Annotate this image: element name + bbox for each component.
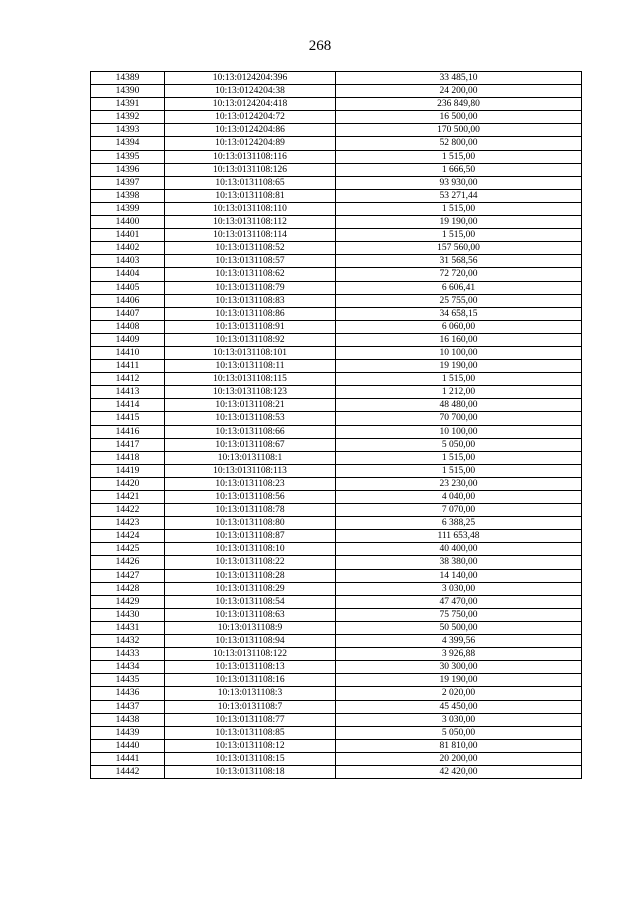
cadastral-number-cell: 10:13:0131108:22: [165, 556, 336, 569]
row-number-cell: 14405: [91, 281, 165, 294]
row-number-cell: 14417: [91, 438, 165, 451]
cadastral-number-cell: 10:13:0131108:18: [165, 765, 336, 778]
row-number-cell: 14390: [91, 85, 165, 98]
amount-cell: 4 399,56: [336, 635, 582, 648]
table-row: [91, 608, 582, 621]
table-row: [91, 621, 582, 634]
cadastral-number-cell: 10:13:0131108:1: [165, 451, 336, 464]
cadastral-number-cell: 10:13:0131108:79: [165, 281, 336, 294]
row-number-cell: 14422: [91, 504, 165, 517]
table-row: [91, 386, 582, 399]
row-number-cell: 14419: [91, 464, 165, 477]
amount-cell: 1 666,50: [336, 163, 582, 176]
amount-cell: 19 190,00: [336, 360, 582, 373]
cadastral-number-cell: 10:13:0131108:67: [165, 438, 336, 451]
cadastral-number-cell: 10:13:0131108:116: [165, 150, 336, 163]
cadastral-number-cell: 10:13:0131108:54: [165, 595, 336, 608]
table-row: [91, 595, 582, 608]
table-row: [91, 229, 582, 242]
amount-cell: 7 070,00: [336, 504, 582, 517]
table-row: [91, 464, 582, 477]
amount-cell: 50 500,00: [336, 621, 582, 634]
row-number-cell: 14433: [91, 648, 165, 661]
row-number-cell: 14400: [91, 216, 165, 229]
table-row: [91, 648, 582, 661]
amount-cell: 1 515,00: [336, 150, 582, 163]
cadastral-number-cell: 10:13:0131108:113: [165, 464, 336, 477]
row-number-cell: 14404: [91, 268, 165, 281]
cadastral-number-cell: 10:13:0131108:7: [165, 700, 336, 713]
row-number-cell: 14441: [91, 752, 165, 765]
row-number-cell: 14435: [91, 674, 165, 687]
table-row: [91, 333, 582, 346]
amount-cell: 3 926,88: [336, 648, 582, 661]
row-number-cell: 14408: [91, 320, 165, 333]
cadastral-number-cell: 10:13:0131108:9: [165, 621, 336, 634]
table-row: [91, 582, 582, 595]
row-number-cell: 14434: [91, 661, 165, 674]
page-number: 268: [308, 38, 332, 54]
cadastral-number-cell: 10:13:0131108:10: [165, 543, 336, 556]
table-row: [91, 255, 582, 268]
row-number-cell: 14430: [91, 608, 165, 621]
amount-cell: 33 485,10: [336, 72, 582, 85]
amount-cell: 30 300,00: [336, 661, 582, 674]
row-number-cell: 14409: [91, 333, 165, 346]
row-number-cell: 14411: [91, 360, 165, 373]
row-number-cell: 14414: [91, 399, 165, 412]
cadastral-number-cell: 10:13:0131108:53: [165, 412, 336, 425]
cadastral-number-cell: 10:13:0131108:11: [165, 360, 336, 373]
cadastral-number-cell: 10:13:0131108:56: [165, 491, 336, 504]
row-number-cell: 14424: [91, 530, 165, 543]
amount-cell: 52 800,00: [336, 137, 582, 150]
table-row: [91, 202, 582, 215]
table-row: [91, 399, 582, 412]
row-number-cell: 14391: [91, 98, 165, 111]
table-row: [91, 294, 582, 307]
table-row: [91, 425, 582, 438]
amount-cell: 3 030,00: [336, 713, 582, 726]
amount-cell: 93 930,00: [336, 176, 582, 189]
amount-cell: 10 100,00: [336, 346, 582, 359]
amount-cell: 1 515,00: [336, 229, 582, 242]
table-row: [91, 373, 582, 386]
amount-cell: 25 755,00: [336, 294, 582, 307]
cadastral-number-cell: 10:13:0131108:94: [165, 635, 336, 648]
table-row: [91, 163, 582, 176]
table-row: [91, 189, 582, 202]
amount-cell: 16 500,00: [336, 111, 582, 124]
row-number-cell: 14428: [91, 582, 165, 595]
amount-cell: 6 060,00: [336, 320, 582, 333]
table-row: [91, 137, 582, 150]
cadastral-number-cell: 10:13:0131108:63: [165, 608, 336, 621]
table-row: [91, 635, 582, 648]
table-row: [91, 150, 582, 163]
registry-table: [90, 71, 582, 779]
row-number-cell: 14403: [91, 255, 165, 268]
amount-cell: 19 190,00: [336, 674, 582, 687]
amount-cell: 1 515,00: [336, 464, 582, 477]
amount-cell: 53 271,44: [336, 189, 582, 202]
row-number-cell: 14389: [91, 72, 165, 85]
row-number-cell: 14401: [91, 229, 165, 242]
amount-cell: 6 388,25: [336, 517, 582, 530]
cadastral-number-cell: 10:13:0124204:86: [165, 124, 336, 137]
row-number-cell: 14415: [91, 412, 165, 425]
table-row: [91, 111, 582, 124]
table-row: [91, 674, 582, 687]
amount-cell: 23 230,00: [336, 477, 582, 490]
amount-cell: 48 480,00: [336, 399, 582, 412]
row-number-cell: 14412: [91, 373, 165, 386]
amount-cell: 10 100,00: [336, 425, 582, 438]
row-number-cell: 14397: [91, 176, 165, 189]
row-number-cell: 14423: [91, 517, 165, 530]
table-row: [91, 268, 582, 281]
cadastral-number-cell: 10:13:0131108:16: [165, 674, 336, 687]
amount-cell: 40 400,00: [336, 543, 582, 556]
row-number-cell: 14394: [91, 137, 165, 150]
cadastral-number-cell: 10:13:0131108:91: [165, 320, 336, 333]
amount-cell: 157 560,00: [336, 242, 582, 255]
amount-cell: 19 190,00: [336, 216, 582, 229]
table-row: [91, 713, 582, 726]
cadastral-number-cell: 10:13:0131108:112: [165, 216, 336, 229]
row-number-cell: 14426: [91, 556, 165, 569]
cadastral-number-cell: 10:13:0131108:123: [165, 386, 336, 399]
row-number-cell: 14432: [91, 635, 165, 648]
row-number-cell: 14420: [91, 477, 165, 490]
table-row: [91, 281, 582, 294]
amount-cell: 1 515,00: [336, 451, 582, 464]
cadastral-number-cell: 10:13:0131108:87: [165, 530, 336, 543]
table-row: [91, 569, 582, 582]
amount-cell: 42 420,00: [336, 765, 582, 778]
cadastral-number-cell: 10:13:0131108:114: [165, 229, 336, 242]
amount-cell: 5 050,00: [336, 726, 582, 739]
row-number-cell: 14439: [91, 726, 165, 739]
table-row: [91, 687, 582, 700]
table-row: [91, 504, 582, 517]
cadastral-number-cell: 10:13:0124204:396: [165, 72, 336, 85]
cadastral-number-cell: 10:13:0131108:57: [165, 255, 336, 268]
amount-cell: 6 606,41: [336, 281, 582, 294]
amount-cell: 1 212,00: [336, 386, 582, 399]
row-number-cell: 14440: [91, 739, 165, 752]
amount-cell: 38 380,00: [336, 556, 582, 569]
cadastral-number-cell: 10:13:0131108:52: [165, 242, 336, 255]
row-number-cell: 14410: [91, 346, 165, 359]
cadastral-number-cell: 10:13:0131108:23: [165, 477, 336, 490]
table-row: [91, 661, 582, 674]
amount-cell: 81 810,00: [336, 739, 582, 752]
table-row: [91, 242, 582, 255]
amount-cell: 1 515,00: [336, 373, 582, 386]
cadastral-number-cell: 10:13:0131108:77: [165, 713, 336, 726]
amount-cell: 236 849,80: [336, 98, 582, 111]
table-row: [91, 726, 582, 739]
cadastral-number-cell: 10:13:0131108:29: [165, 582, 336, 595]
cadastral-number-cell: 10:13:0131108:83: [165, 294, 336, 307]
cadastral-number-cell: 10:13:0131108:13: [165, 661, 336, 674]
cadastral-number-cell: 10:13:0131108:80: [165, 517, 336, 530]
cadastral-number-cell: 10:13:0131108:78: [165, 504, 336, 517]
row-number-cell: 14437: [91, 700, 165, 713]
row-number-cell: 14392: [91, 111, 165, 124]
cadastral-number-cell: 10:13:0131108:3: [165, 687, 336, 700]
amount-cell: 47 470,00: [336, 595, 582, 608]
cadastral-number-cell: 10:13:0124204:38: [165, 85, 336, 98]
row-number-cell: 14442: [91, 765, 165, 778]
cadastral-number-cell: 10:13:0131108:28: [165, 569, 336, 582]
row-number-cell: 14418: [91, 451, 165, 464]
row-number-cell: 14421: [91, 491, 165, 504]
row-number-cell: 14438: [91, 713, 165, 726]
table-row: [91, 360, 582, 373]
cadastral-number-cell: 10:13:0124204:89: [165, 137, 336, 150]
row-number-cell: 14413: [91, 386, 165, 399]
cadastral-number-cell: 10:13:0131108:21: [165, 399, 336, 412]
row-number-cell: 14431: [91, 621, 165, 634]
amount-cell: 70 700,00: [336, 412, 582, 425]
table-row: [91, 700, 582, 713]
table-row: [91, 752, 582, 765]
table-row: [91, 412, 582, 425]
cadastral-number-cell: 10:13:0131108:101: [165, 346, 336, 359]
table-row: [91, 85, 582, 98]
row-number-cell: 14399: [91, 202, 165, 215]
cadastral-number-cell: 10:13:0124204:418: [165, 98, 336, 111]
table-row: [91, 739, 582, 752]
row-number-cell: 14402: [91, 242, 165, 255]
row-number-cell: 14396: [91, 163, 165, 176]
table-row: [91, 176, 582, 189]
row-number-cell: 14436: [91, 687, 165, 700]
cadastral-number-cell: 10:13:0131108:86: [165, 307, 336, 320]
row-number-cell: 14416: [91, 425, 165, 438]
cadastral-number-cell: 10:13:0131108:110: [165, 202, 336, 215]
amount-cell: 20 200,00: [336, 752, 582, 765]
table-row: [91, 556, 582, 569]
cadastral-number-cell: 10:13:0131108:15: [165, 752, 336, 765]
cadastral-number-cell: 10:13:0131108:81: [165, 189, 336, 202]
amount-cell: 24 200,00: [336, 85, 582, 98]
table-row: [91, 451, 582, 464]
cadastral-number-cell: 10:13:0131108:65: [165, 176, 336, 189]
amount-cell: 75 750,00: [336, 608, 582, 621]
amount-cell: 72 720,00: [336, 268, 582, 281]
amount-cell: 5 050,00: [336, 438, 582, 451]
row-number-cell: 14429: [91, 595, 165, 608]
amount-cell: 14 140,00: [336, 569, 582, 582]
table-row: [91, 530, 582, 543]
cadastral-number-cell: 10:13:0131108:85: [165, 726, 336, 739]
amount-cell: 3 030,00: [336, 582, 582, 595]
table-row: [91, 72, 582, 85]
cadastral-number-cell: 10:13:0131108:122: [165, 648, 336, 661]
table-row: [91, 543, 582, 556]
table-row: [91, 320, 582, 333]
row-number-cell: 14395: [91, 150, 165, 163]
table-row: [91, 216, 582, 229]
row-number-cell: 14406: [91, 294, 165, 307]
amount-cell: 45 450,00: [336, 700, 582, 713]
cadastral-number-cell: 10:13:0131108:66: [165, 425, 336, 438]
cadastral-number-cell: 10:13:0131108:62: [165, 268, 336, 281]
amount-cell: 1 515,00: [336, 202, 582, 215]
amount-cell: 16 160,00: [336, 333, 582, 346]
cadastral-number-cell: 10:13:0131108:115: [165, 373, 336, 386]
row-number-cell: 14427: [91, 569, 165, 582]
table-row: [91, 98, 582, 111]
cadastral-number-cell: 10:13:0131108:92: [165, 333, 336, 346]
table-row: [91, 517, 582, 530]
table-row: [91, 124, 582, 137]
amount-cell: 4 040,00: [336, 491, 582, 504]
row-number-cell: 14425: [91, 543, 165, 556]
cadastral-number-cell: 10:13:0131108:12: [165, 739, 336, 752]
table-row: [91, 765, 582, 778]
amount-cell: 34 658,15: [336, 307, 582, 320]
cadastral-number-cell: 10:13:0124204:72: [165, 111, 336, 124]
table-row: [91, 346, 582, 359]
row-number-cell: 14398: [91, 189, 165, 202]
cadastral-number-cell: 10:13:0131108:126: [165, 163, 336, 176]
table-row: [91, 477, 582, 490]
amount-cell: 31 568,56: [336, 255, 582, 268]
table-row: [91, 491, 582, 504]
amount-cell: 111 653,48: [336, 530, 582, 543]
registry-table-body: [91, 72, 582, 779]
row-number-cell: 14393: [91, 124, 165, 137]
amount-cell: 2 020,00: [336, 687, 582, 700]
table-row: [91, 438, 582, 451]
amount-cell: 170 500,00: [336, 124, 582, 137]
row-number-cell: 14407: [91, 307, 165, 320]
table-row: [91, 307, 582, 320]
